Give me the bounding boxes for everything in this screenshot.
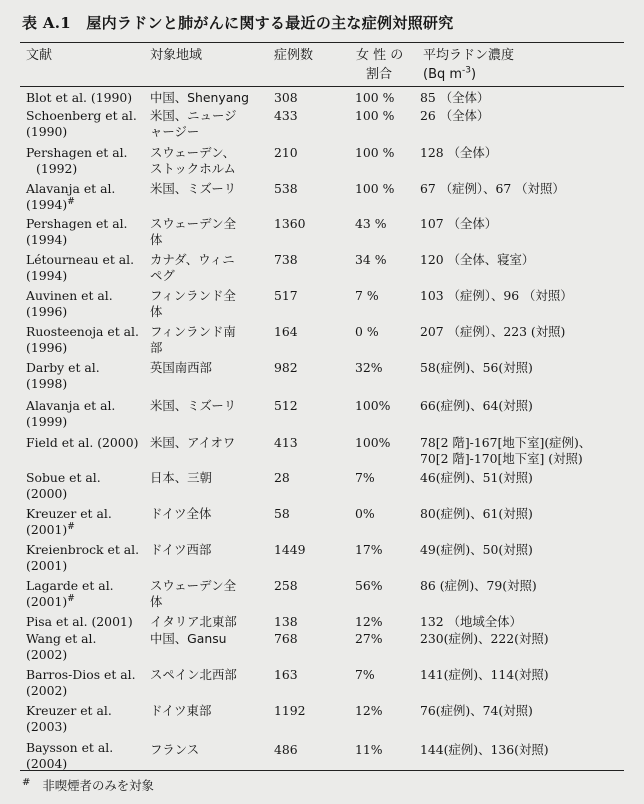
row-women: 100 % [355,181,395,196]
row-reference: Barros-Dios et al. [26,667,136,682]
row-reference-year: (1998) [26,376,68,391]
row-cases: 517 [274,288,298,303]
row-area-cont: ペグ [150,268,175,283]
row-cases: 164 [274,324,298,339]
row-cases: 258 [274,578,298,593]
row-reference: Sobue et al. [26,470,101,485]
row-women: 0 % [355,324,379,339]
row-cases: 486 [274,742,298,757]
row-area: 米国、ミズーリ [150,398,237,413]
row-area: フィンランド全 [150,288,236,303]
row-area-cont: ャージー [150,124,200,139]
row-reference-year: (2000) [26,486,68,501]
row-radon: 141(症例)、114(対照) [420,667,549,682]
row-area: 日本、三朝 [150,470,212,485]
footnote-marker: # [67,593,75,604]
row-reference-year: (2001) [26,558,68,573]
row-cases: 982 [274,360,298,375]
row-women: 11% [355,742,383,757]
row-reference: Darby et al. [26,360,100,375]
table-caption: 表 A.1 屋内ラドンと肺がんに関する最近の主な症例対照研究 [22,14,454,32]
row-reference: Auvinen et al. [26,288,113,303]
row-cases: 1192 [274,703,306,718]
row-radon: 230(症例)、222(対照) [420,631,549,646]
footnote-marker: # [67,521,75,532]
row-radon: 26 （全体） [420,108,490,123]
row-women: 100 % [355,145,395,160]
row-area: ドイツ東部 [150,703,212,718]
row-area: スペイン北西部 [150,667,237,682]
row-reference: Alavanja et al. [26,181,116,196]
header-radon-unit-exponent: -3 [462,65,472,76]
row-radon: 120 （全体、寝室） [420,252,535,267]
row-radon: 86 (症例)、79(対照) [420,578,537,593]
row-women: 32% [355,360,383,375]
row-radon: 103 （症例）、96 （対照） [420,288,573,303]
header-cases: 症例数 [274,48,314,63]
row-reference: Kreuzer et al. [26,506,112,521]
row-reference: Ruosteenoja et al. [26,324,139,339]
row-women: 56% [355,578,383,593]
row-women: 27% [355,631,383,646]
row-reference-year: (2003) [26,719,68,734]
row-reference-year: (1996) [26,304,68,319]
row-women: 100 % [355,90,395,105]
row-reference-year: (1994) [26,197,68,212]
row-area-cont: 体 [150,594,163,609]
row-cases: 768 [274,631,298,646]
row-women: 100 % [355,108,395,123]
row-area: 英国南西部 [150,360,212,375]
row-area: フランス [150,742,200,757]
footnote-marker: # [67,196,75,207]
row-women: 34 % [355,252,387,267]
row-area: 米国、ミズーリ [150,181,237,196]
row-women: 43 % [355,216,387,231]
row-area: イタリア北東部 [150,614,237,629]
row-reference: Field et al. (2000) [26,435,139,450]
row-radon: 132 （地域全体） [420,614,522,629]
row-reference-year: (1999) [26,414,68,429]
row-women: 100% [355,435,391,450]
row-area: ドイツ西部 [150,542,212,557]
row-area-cont: 体 [150,304,163,319]
row-reference-year: (2002) [26,647,68,662]
row-reference: Pisa et al. (2001) [26,614,133,629]
row-cases: 308 [274,90,298,105]
row-cases: 512 [274,398,298,413]
row-reference: Blot et al. (1990) [26,90,133,105]
row-reference-year: (2001) [26,522,68,537]
row-reference-year: (1992) [36,161,78,176]
header-radon-unit-base: (Bq m [423,67,463,82]
row-radon-cont: 70[2 階]-170[地下室] (対照) [420,451,583,466]
row-radon: 80(症例)、61(対照) [420,506,533,521]
row-women: 0% [355,506,375,521]
row-women: 17% [355,542,383,557]
row-reference: Pershagen et al. [26,216,128,231]
row-reference: Wang et al. [26,631,97,646]
row-cases: 1360 [274,216,306,231]
row-women: 7% [355,470,375,485]
header-radon-unit-close: ) [471,67,477,82]
row-radon: 66(症例)、64(対照) [420,398,533,413]
row-reference-year: (1994) [26,268,68,283]
row-reference-year: (1996) [26,340,68,355]
table-top-rule [20,42,624,43]
row-area: スウェーデン、 [150,145,235,160]
row-radon: 207 （症例）、223 (対照) [420,324,566,339]
row-reference: Kreienbrock et al. [26,542,140,557]
row-radon: 107 （全体） [420,216,498,231]
row-cases: 210 [274,145,298,160]
row-reference-year: (1994) [26,232,68,247]
table-bottom-rule [20,770,624,771]
row-radon: 78[2 階]-167[地下室](症例)、 [420,435,592,450]
header-area: 対象地域 [150,48,203,63]
row-radon: 46(症例)、51(対照) [420,470,533,485]
table-footnote [22,776,154,794]
row-reference-year: (2002) [26,683,68,698]
row-area-cont: ストックホルム [150,161,236,176]
row-reference: Kreuzer et al. [26,703,112,718]
row-cases: 738 [274,252,298,267]
row-radon: 67 （症例）、67 （対照） [420,181,565,196]
header-reference: 文献 [26,48,53,63]
row-radon: 76(症例)、74(対照) [420,703,533,718]
footnote-symbol: # [22,776,31,788]
row-women: 100% [355,398,391,413]
row-cases: 138 [274,614,298,629]
row-reference-year: (2001) [26,594,68,609]
row-area: カナダ、ウィニ [150,252,235,267]
row-reference-year: (1990) [26,124,68,139]
row-cases: 58 [274,506,290,521]
row-cases: 1449 [274,542,306,557]
row-radon: 49(症例)、50(対照) [420,542,533,557]
row-area: 米国、ニュージ [150,108,237,123]
row-women: 7 % [355,288,379,303]
row-women: 12% [355,614,383,629]
row-reference: Baysson et al. [26,740,114,755]
row-radon: 144(症例)、136(対照) [420,742,549,757]
row-radon: 128 （全体） [420,145,498,160]
row-reference: Pershagen et al. [26,145,128,160]
row-reference: Alavanja et al. [26,398,116,413]
header-radon-line1: 平均ラドン濃度 [423,48,515,63]
row-radon: 58(症例)、56(対照) [420,360,533,375]
row-women: 12% [355,703,383,718]
row-cases: 433 [274,108,298,123]
row-cases: 163 [274,667,298,682]
row-reference-year: (2004) [26,756,68,771]
row-area: 中国、Shenyang [150,90,250,105]
row-cases: 538 [274,181,298,196]
table-header-rule [20,86,624,87]
row-area: フィンランド南 [150,324,236,339]
row-area: スウェーデン全 [150,216,236,231]
row-reference: Schoenberg et al. [26,108,137,123]
header-radon-unit [423,66,476,83]
row-area: ドイツ全体 [150,506,212,521]
row-area-cont: 体 [150,232,163,247]
row-cases: 28 [274,470,290,485]
row-area-cont: 部 [150,340,163,355]
header-women-line1: 女 性 の [356,48,404,63]
row-cases: 413 [274,435,298,450]
footnote-text: 非喫煙者のみを対象 [42,778,154,793]
row-area: 中国、Gansu [150,631,227,646]
row-reference: Lagarde et al. [26,578,114,593]
row-reference: Létourneau et al. [26,252,135,267]
row-area: スウェーデン全 [150,578,236,593]
row-radon: 85 （全体） [420,90,490,105]
header-women-line2: 割合 [366,67,393,82]
row-women: 7% [355,667,375,682]
row-area: 米国、アイオワ [150,435,236,450]
